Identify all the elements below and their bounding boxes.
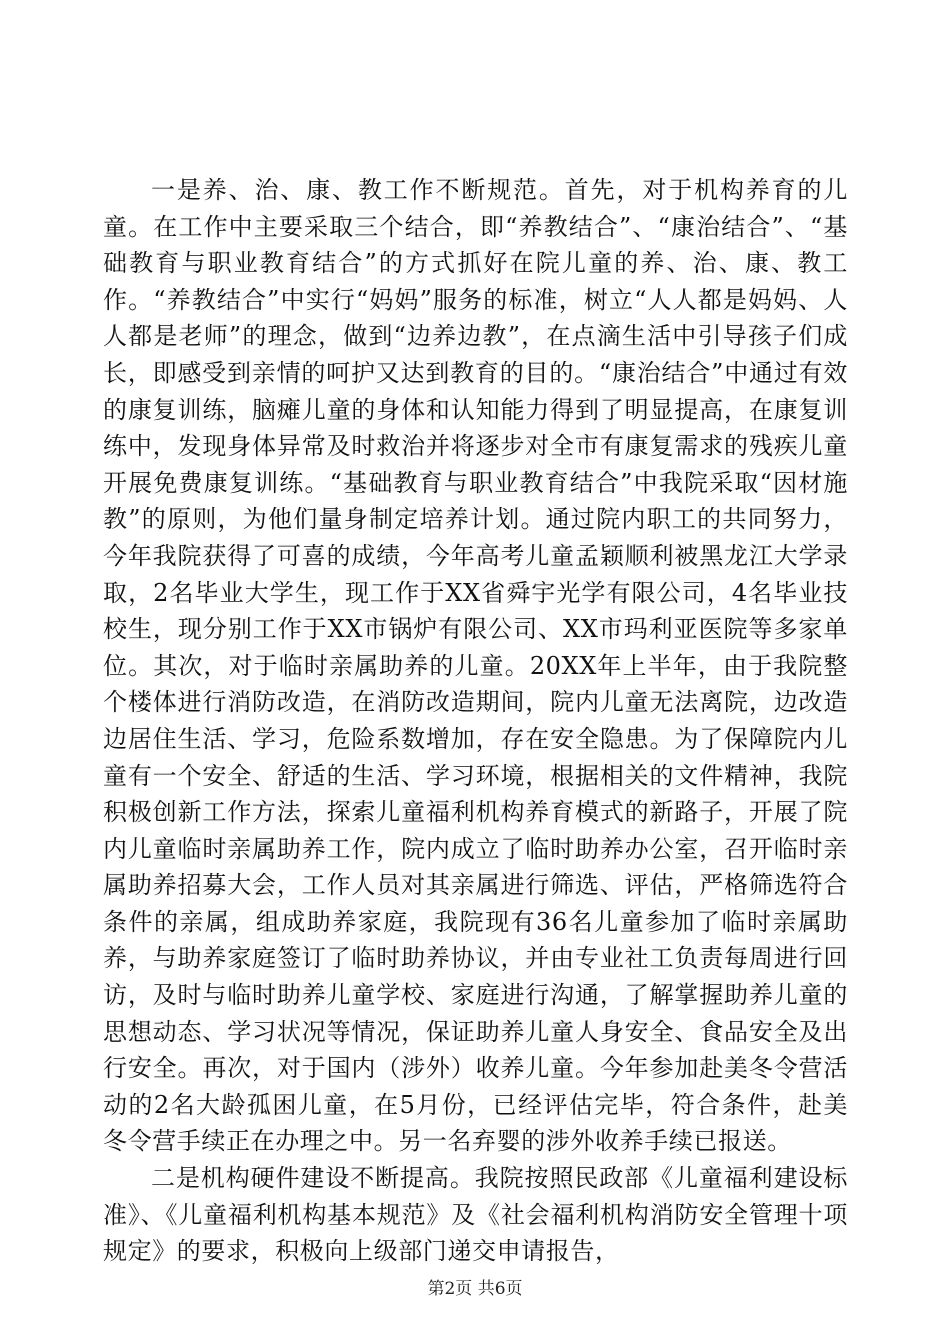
paragraph-2: 二是机构硬件建设不断提高。我院按照民政部《儿童福利建设标准》、《儿童福利机构基本规范》及《社会福利机构消防安全管理十项规定》的要求，积极向上级部门递交申请报告， [103,1164,848,1266]
page-number-footer: 第2页 共6页 [427,1279,523,1299]
document-body [103,172,848,1270]
paragraph-1: 一是养、治、康、教工作不断规范。首先，对于机构养育的儿童。在工作中主要采取三个结合，即“养教结合”、“康治结合”、“基础教育与职业教育结合”的方式抓好在院儿童的养、治、康、教工作。“养教结合”中实行“妈妈”服务的标准，树立“人人都是妈妈、人人都是老师”的理念，做到“边养边教”，在点滴生活中引导孩子们成长，即感受到亲情的呵护又达到教育的目的。“康治结合”中通过有效的康复训练，脑瘫儿童的身体和认知能力得到了明显提高，在康复训练中，发现身体异常及时救治并将逐步对全市有康复需求的残疾儿童开展免费康复训练。“基础教育与职业教育结合”中我院采取“因材施教”的原则，为他们量身制定培养计划。通过院内职工的共同努力，今年我院获得了可喜的成绩，今年高考儿童孟颖顺利被黑龙江大学录取，2名毕业大学生，现工作于XX省舜宇光学有限公司，4名毕业技校生，现分别工作于XX市锅炉有限公司、XX市玛利亚医院等多家单位。其次，对于临时亲属助养的儿童。20XX年上半年，由于我院整个楼体进行消防改造，在消防改造期间，院内儿童无法离院，边改造边居住生活、学习，危险系数增加，存在安全隐患。为了保障院内儿童有一个安全、舒适的生活、学习环境，根据相关的文件精神，我院积极创新工作方法，探索儿童福利机构养育模式的新路子，开展了院内儿童临时亲属助养工作，院内成立了临时助养办公室，召开临时亲属助养招募大会，工作人员对其亲属进行筛选、评估，严格筛选符合条件的亲属，组成助养家庭，我院现有36名儿童参加了临时亲属助养，与助养家庭签订了临时助养协议，并由专业社工负责每周进行回访，及时与临时助养儿童学校、家庭进行沟通，了解掌握助养儿童的思想动态、学习状况等情况，保证助养儿童人身安全、食品安全及出行安全。再次，对于国内（涉外）收养儿童。今年参加赴美冬令营活动的2名大龄孤困儿童，在5月份，已经评估完毕，符合条件，赴美冬令营手续正在办理之中。另一名弃婴的涉外收养手续已报送。 [103,176,848,1156]
